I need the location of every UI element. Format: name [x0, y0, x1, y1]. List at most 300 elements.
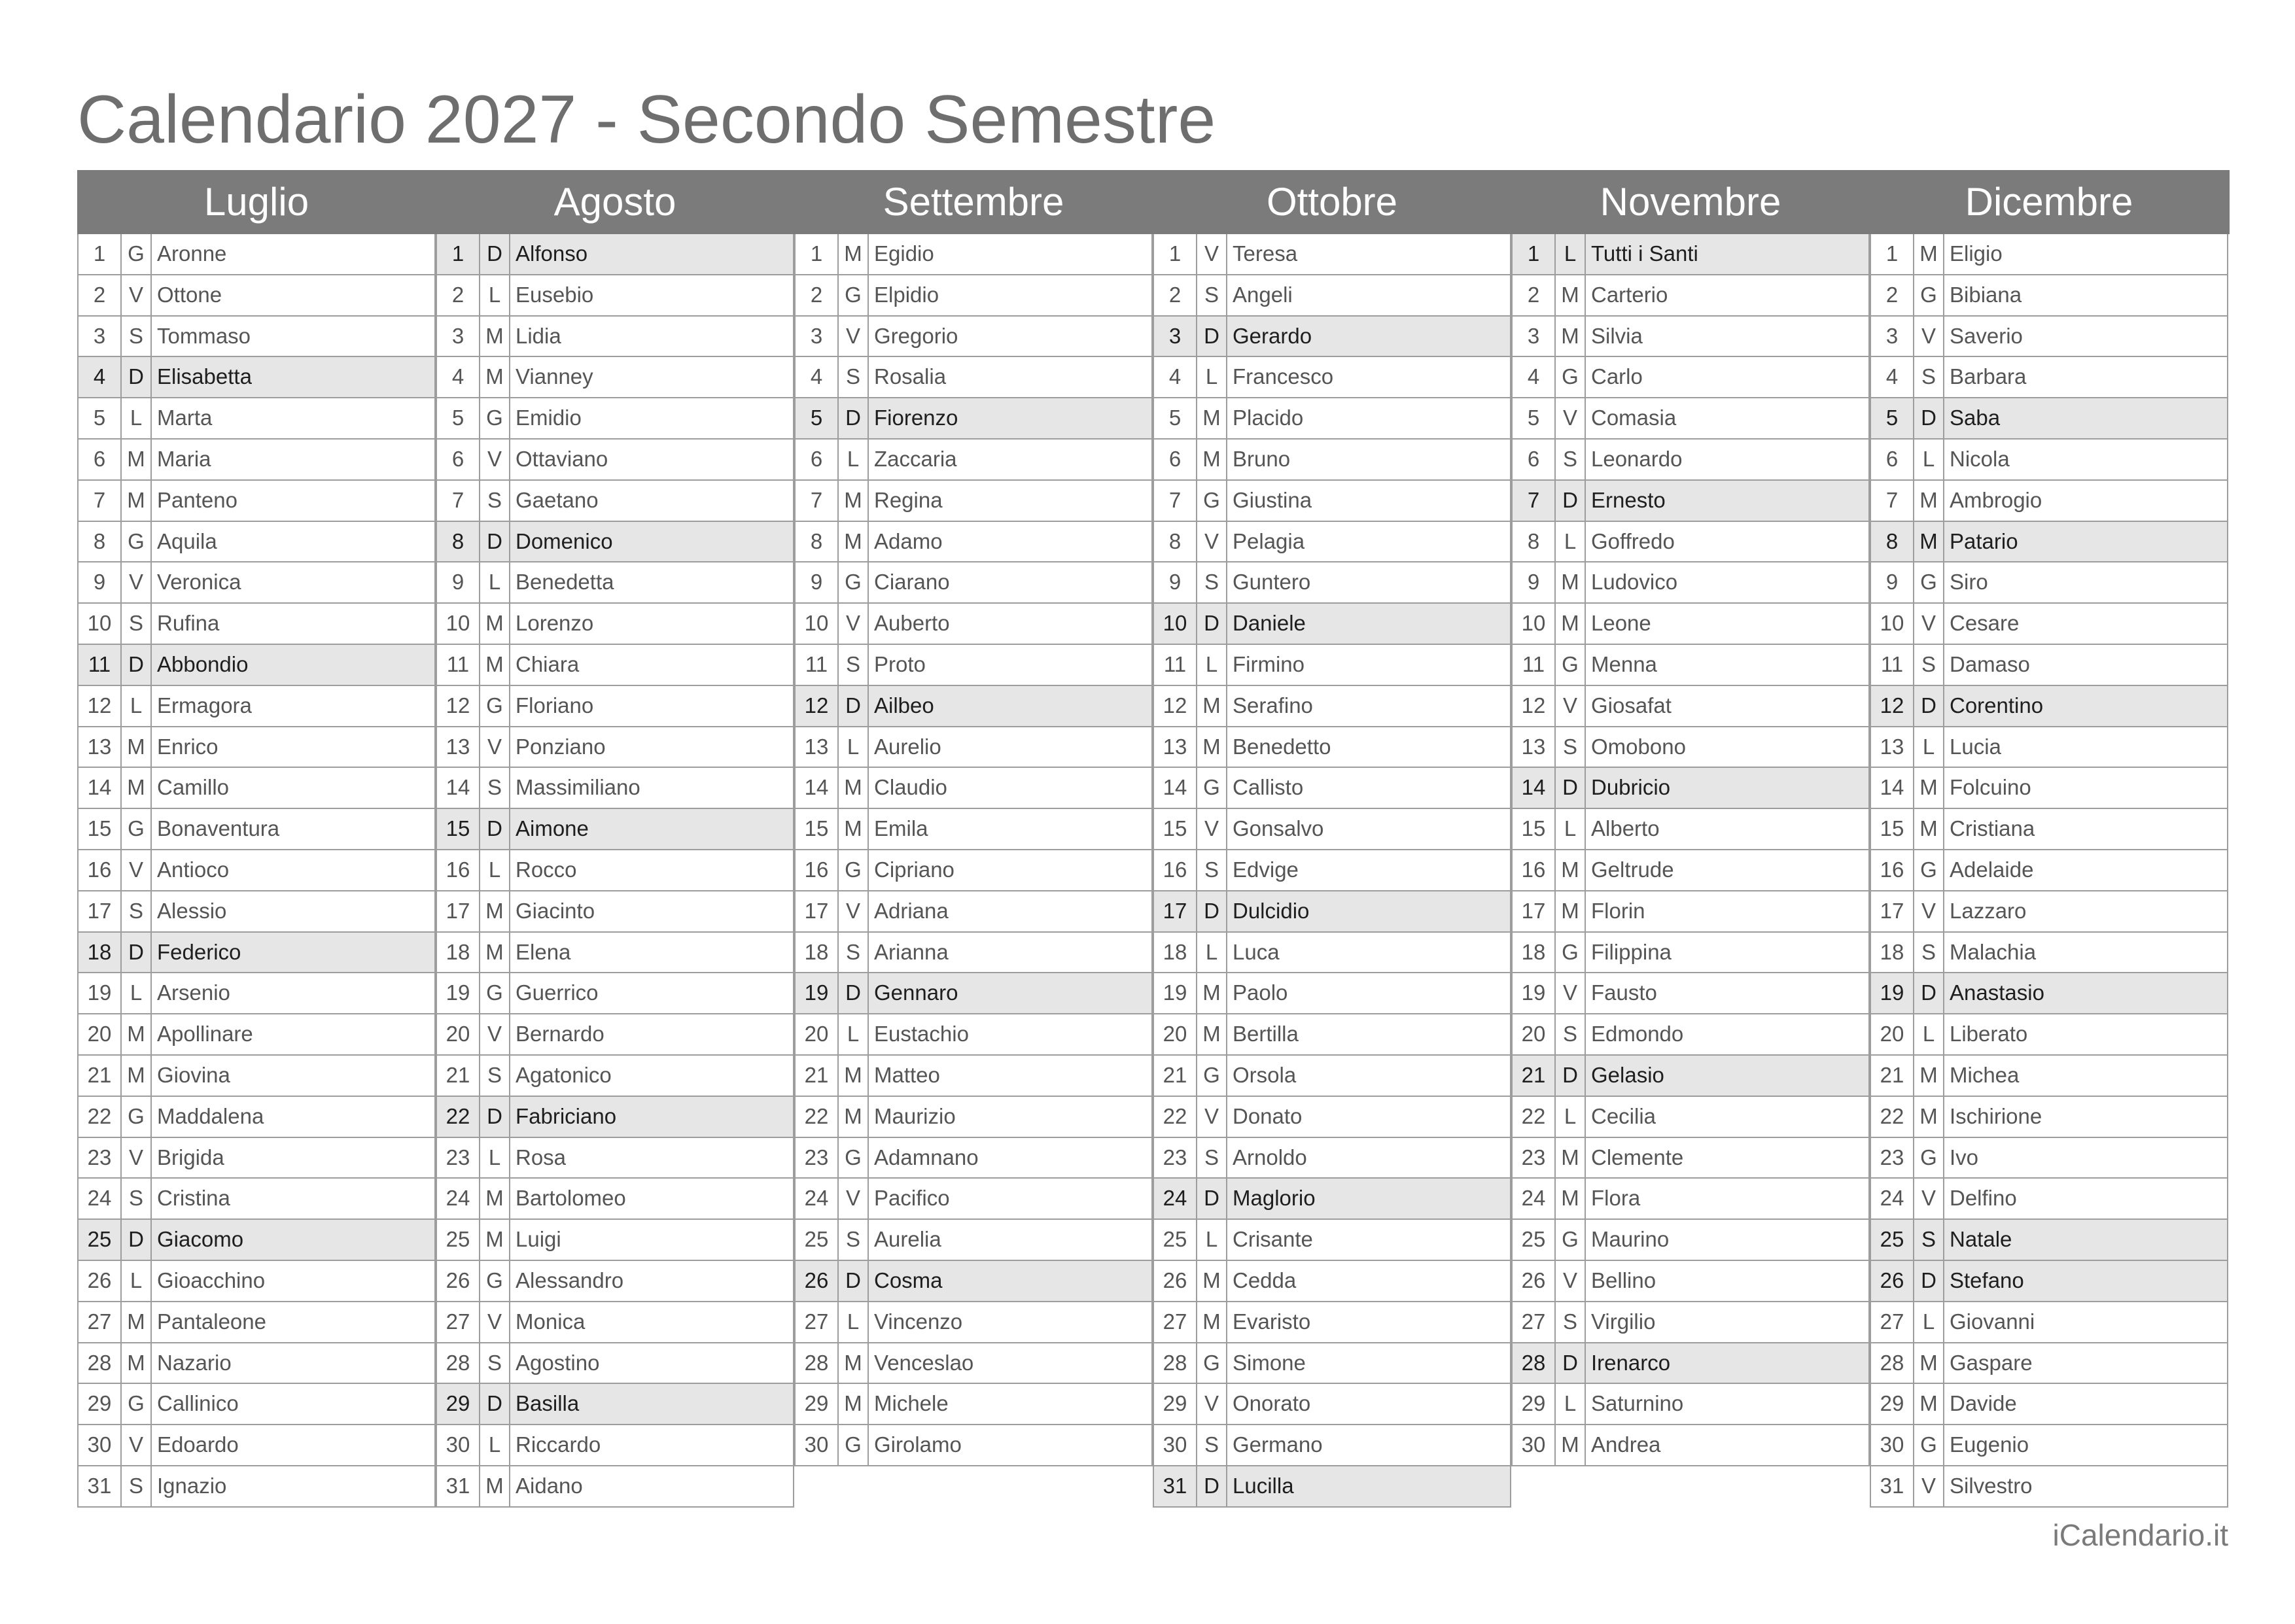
day-number: 27: [1154, 1302, 1197, 1342]
weekday-letter: V: [1556, 1261, 1586, 1301]
day-number: 21: [1513, 1056, 1556, 1096]
day-row: [1511, 604, 1870, 645]
weekday-letter: V: [1556, 973, 1586, 1013]
weekday-letter: M: [480, 357, 510, 397]
saint-name: Dulcidio: [1233, 898, 1310, 923]
saint-name: Comasia: [1591, 406, 1677, 430]
day-number: 8: [437, 522, 480, 562]
day-row: [1153, 768, 1511, 809]
saint-name: Fausto: [1591, 980, 1657, 1005]
saint-name: Federico: [157, 939, 241, 964]
weekday-letter: M: [480, 317, 510, 356]
day-number: 10: [1513, 604, 1556, 644]
weekday-letter: M: [1556, 850, 1586, 890]
weekday-letter: V: [480, 440, 510, 479]
day-number: 29: [79, 1384, 122, 1424]
weekday-letter: S: [1197, 1425, 1227, 1465]
day-row: [436, 1302, 794, 1343]
weekday-letter: D: [1914, 973, 1944, 1013]
day-number: 30: [1154, 1425, 1197, 1465]
saint-name: Gerardo: [1233, 323, 1312, 348]
day-number: 5: [1513, 398, 1556, 438]
weekday-letter: L: [1556, 809, 1586, 849]
day-row: [1153, 1097, 1511, 1138]
saint-name: Simone: [1233, 1350, 1306, 1375]
day-row: [1870, 1302, 2228, 1343]
saint-name: Damaso: [1950, 651, 2030, 676]
saint-name: Cristiana: [1950, 816, 2035, 841]
saint-name: Maurizio: [874, 1103, 956, 1128]
day-number: 23: [1871, 1138, 1914, 1178]
saint-name: Proto: [874, 651, 926, 676]
saint-name: Bellino: [1591, 1268, 1656, 1292]
day-row: [1870, 234, 2228, 275]
day-number: 15: [437, 809, 480, 849]
day-row: [77, 1384, 436, 1425]
month-header-agosto: Agosto: [553, 180, 676, 224]
day-row: [1870, 809, 2228, 850]
day-row: [794, 1261, 1153, 1302]
saint-name: Adamnano: [874, 1145, 979, 1169]
day-row: [794, 891, 1153, 933]
day-row: [77, 522, 436, 563]
saint-name: Ischirione: [1950, 1103, 2042, 1128]
saint-name: Alfonso: [516, 241, 588, 266]
saint-name: Eusebio: [516, 282, 594, 307]
day-number: 16: [437, 850, 480, 890]
weekday-letter: G: [480, 398, 510, 438]
saint-name: Rocco: [516, 857, 577, 882]
saint-name: Geltrude: [1591, 857, 1674, 882]
weekday-letter: D: [122, 357, 152, 397]
day-row: [77, 973, 436, 1014]
weekday-letter: G: [1197, 481, 1227, 521]
day-number: 28: [1513, 1343, 1556, 1383]
saint-name: Matteo: [874, 1062, 940, 1087]
day-number: 19: [79, 973, 122, 1013]
saint-name: Ernesto: [1591, 487, 1666, 512]
weekday-letter: S: [1556, 1302, 1586, 1342]
day-number: 3: [1154, 317, 1197, 356]
day-number: 28: [437, 1343, 480, 1383]
saint-name: Arsenio: [157, 980, 230, 1005]
day-row: [77, 1179, 436, 1220]
day-number: 17: [796, 891, 839, 931]
saint-name: Bertilla: [1233, 1022, 1299, 1046]
day-row: [436, 1138, 794, 1179]
day-number: 12: [1871, 686, 1914, 726]
day-row: [436, 1220, 794, 1261]
day-number: 22: [79, 1097, 122, 1137]
weekday-letter: M: [122, 481, 152, 521]
day-row: [794, 481, 1153, 522]
day-number: 23: [796, 1138, 839, 1178]
saint-name: Donato: [1233, 1103, 1303, 1128]
day-row: [77, 1261, 436, 1302]
saint-name: Tommaso: [157, 323, 251, 348]
day-row: [1870, 891, 2228, 933]
day-row: [77, 686, 436, 727]
weekday-letter: L: [480, 1138, 510, 1178]
weekday-letter: V: [839, 1179, 869, 1218]
day-row: [1153, 481, 1511, 522]
day-number: 20: [1871, 1014, 1914, 1054]
weekday-letter: V: [839, 891, 869, 931]
weekday-letter: G: [122, 234, 152, 274]
weekday-letter: D: [480, 522, 510, 562]
day-row: [1511, 275, 1870, 317]
day-number: 3: [437, 317, 480, 356]
saint-name: Angeli: [1233, 282, 1293, 307]
weekday-letter: V: [1914, 1179, 1944, 1218]
day-row: [1870, 1014, 2228, 1056]
saint-name: Floriano: [516, 693, 594, 717]
day-row: [436, 604, 794, 645]
day-number: 25: [1871, 1220, 1914, 1260]
weekday-letter: G: [122, 1384, 152, 1424]
saint-name: Michea: [1950, 1062, 2020, 1087]
saint-name: Arnoldo: [1233, 1145, 1307, 1169]
day-number: 1: [1513, 234, 1556, 274]
weekday-letter: M: [480, 1466, 510, 1506]
saint-name: Abbondio: [157, 651, 249, 676]
saint-name: Patario: [1950, 528, 2018, 553]
saint-name: Gaetano: [516, 487, 599, 512]
saint-name: Edoardo: [157, 1432, 239, 1457]
month-column-dicembre: [1870, 234, 2228, 1508]
saint-name: Saba: [1950, 406, 2001, 430]
day-number: 10: [437, 604, 480, 644]
weekday-letter: S: [480, 1056, 510, 1096]
saint-name: Guntero: [1233, 570, 1311, 595]
day-row: [436, 891, 794, 933]
saint-name: Giovanni: [1950, 1309, 2035, 1334]
weekday-letter: S: [122, 891, 152, 931]
weekday-letter: S: [1197, 562, 1227, 602]
day-row: [77, 317, 436, 358]
weekday-letter: L: [1556, 522, 1586, 562]
day-row: [794, 1056, 1153, 1097]
day-row: [1153, 1466, 1511, 1508]
weekday-letter: D: [1914, 398, 1944, 438]
weekday-letter: V: [1197, 1384, 1227, 1424]
day-number: 29: [1154, 1384, 1197, 1424]
day-row: [1153, 973, 1511, 1014]
weekday-letter: M: [480, 933, 510, 973]
day-row: [77, 440, 436, 481]
day-number: 2: [796, 275, 839, 315]
day-row: [1870, 481, 2228, 522]
day-number: 6: [1513, 440, 1556, 479]
day-row: [1153, 604, 1511, 645]
saint-name: Vincenzo: [874, 1309, 963, 1334]
weekday-letter: M: [839, 1056, 869, 1096]
day-row: [1511, 440, 1870, 481]
day-number: 16: [1154, 850, 1197, 890]
weekday-letter: S: [122, 1466, 152, 1506]
day-row: [77, 809, 436, 850]
weekday-letter: V: [1914, 1466, 1944, 1506]
day-number: 13: [79, 727, 122, 767]
saint-name: Maurino: [1591, 1227, 1670, 1252]
saint-name: Tutti i Santi: [1591, 241, 1698, 266]
day-row: [794, 562, 1153, 604]
day-number: 25: [1154, 1220, 1197, 1260]
weekday-letter: M: [1914, 1384, 1944, 1424]
weekday-letter: M: [839, 1097, 869, 1137]
weekday-letter: L: [480, 275, 510, 315]
day-row: [794, 686, 1153, 727]
weekday-letter: M: [122, 440, 152, 479]
day-number: 23: [1513, 1138, 1556, 1178]
saint-name: Venceslao: [874, 1350, 974, 1375]
saint-name: Gaspare: [1950, 1350, 2033, 1375]
day-number: 28: [796, 1343, 839, 1383]
weekday-letter: M: [1556, 891, 1586, 931]
saint-name: Giacinto: [516, 898, 595, 923]
saint-name: Cedda: [1233, 1268, 1297, 1292]
weekday-letter: V: [1556, 398, 1586, 438]
day-row: [436, 1261, 794, 1302]
saint-name: Carterio: [1591, 282, 1668, 307]
day-row: [77, 1056, 436, 1097]
day-number: 22: [796, 1097, 839, 1137]
weekday-letter: D: [122, 1220, 152, 1260]
day-row: [1511, 1179, 1870, 1220]
day-number: 2: [79, 275, 122, 315]
day-row: [1153, 317, 1511, 358]
saint-name: Lucilla: [1233, 1473, 1294, 1498]
saint-name: Pantaleone: [157, 1309, 266, 1334]
day-row: [794, 645, 1153, 686]
saint-name: Luca: [1233, 939, 1280, 964]
day-row: [1153, 398, 1511, 440]
day-number: 19: [1871, 973, 1914, 1013]
day-row: [1511, 562, 1870, 604]
day-row: [436, 357, 794, 398]
day-row: [794, 275, 1153, 317]
day-number: 24: [1154, 1179, 1197, 1218]
saint-name: Virgilio: [1591, 1309, 1656, 1334]
day-number: 9: [437, 562, 480, 602]
saint-name: Aimone: [516, 816, 589, 841]
weekday-letter: L: [480, 850, 510, 890]
weekday-letter: M: [839, 809, 869, 849]
day-row: [77, 1343, 436, 1385]
day-number: 19: [437, 973, 480, 1013]
day-row: [77, 275, 436, 317]
day-row: [77, 891, 436, 933]
day-number: 18: [1513, 933, 1556, 973]
saint-name: Nazario: [157, 1350, 232, 1375]
saint-name: Silvia: [1591, 323, 1643, 348]
day-row: [794, 1384, 1153, 1425]
day-row: [1511, 1056, 1870, 1097]
weekday-letter: G: [1556, 357, 1586, 397]
day-row: [436, 275, 794, 317]
month-header-settembre: Settembre: [883, 180, 1064, 224]
saint-name: Malachia: [1950, 939, 2037, 964]
weekday-letter: G: [1914, 850, 1944, 890]
month-column-novembre: [1511, 234, 1870, 1466]
day-number: 23: [437, 1138, 480, 1178]
day-number: 31: [437, 1466, 480, 1506]
weekday-letter: V: [122, 275, 152, 315]
day-number: 9: [1871, 562, 1914, 602]
day-number: 16: [796, 850, 839, 890]
weekday-letter: V: [1556, 686, 1586, 726]
day-row: [1511, 850, 1870, 891]
saint-name: Giacomo: [157, 1227, 244, 1252]
day-number: 8: [1513, 522, 1556, 562]
day-number: 26: [1154, 1261, 1197, 1301]
weekday-letter: L: [1914, 1302, 1944, 1342]
saint-name: Orsola: [1233, 1062, 1297, 1087]
day-number: 30: [79, 1425, 122, 1465]
day-number: 28: [1154, 1343, 1197, 1383]
weekday-letter: M: [839, 522, 869, 562]
saint-name: Gennaro: [874, 980, 958, 1005]
day-row: [794, 357, 1153, 398]
day-row: [1870, 317, 2228, 358]
day-row: [1153, 562, 1511, 604]
weekday-letter: L: [122, 973, 152, 1013]
saint-name: Paolo: [1233, 980, 1288, 1005]
day-number: 2: [1871, 275, 1914, 315]
day-row: [1511, 1384, 1870, 1425]
weekday-letter: S: [1556, 1014, 1586, 1054]
day-number: 5: [1154, 398, 1197, 438]
day-row: [1153, 933, 1511, 974]
saint-name: Riccardo: [516, 1432, 601, 1457]
day-number: 7: [79, 481, 122, 521]
saint-name: Cristina: [157, 1186, 230, 1211]
saint-name: Edvige: [1233, 857, 1299, 882]
saint-name: Cecilia: [1591, 1103, 1656, 1128]
day-number: 13: [796, 727, 839, 767]
weekday-letter: D: [839, 686, 869, 726]
saint-name: Domenico: [516, 528, 613, 553]
saint-name: Aurelio: [874, 734, 941, 759]
day-row: [77, 1425, 436, 1466]
month-header-ottobre: Ottobre: [1266, 180, 1398, 224]
weekday-letter: L: [1914, 1014, 1944, 1054]
day-number: 26: [1871, 1261, 1914, 1301]
day-number: 13: [437, 727, 480, 767]
saint-name: Bernardo: [516, 1022, 604, 1046]
saint-name: Germano: [1233, 1432, 1323, 1457]
saint-name: Pacifico: [874, 1186, 950, 1211]
weekday-letter: G: [839, 850, 869, 890]
day-number: 14: [796, 768, 839, 808]
day-row: [436, 440, 794, 481]
day-number: 17: [79, 891, 122, 931]
weekday-letter: V: [1197, 234, 1227, 274]
day-row: [1153, 1138, 1511, 1179]
day-row: [1511, 686, 1870, 727]
saint-name: Cosma: [874, 1268, 943, 1292]
day-row: [1511, 1014, 1870, 1056]
weekday-letter: G: [122, 1097, 152, 1137]
weekday-letter: M: [1197, 686, 1227, 726]
weekday-letter: S: [1197, 275, 1227, 315]
weekday-letter: G: [122, 522, 152, 562]
month-header-bar: [77, 170, 2230, 234]
saint-name: Enrico: [157, 734, 219, 759]
weekday-letter: L: [122, 686, 152, 726]
weekday-letter: M: [1197, 440, 1227, 479]
saint-name: Adelaide: [1950, 857, 2034, 882]
day-row: [1153, 727, 1511, 769]
saint-name: Agostino: [516, 1350, 600, 1375]
weekday-letter: L: [1914, 440, 1944, 479]
day-row: [77, 1220, 436, 1261]
day-row: [436, 398, 794, 440]
saint-name: Anastasio: [1950, 980, 2044, 1005]
day-row: [1511, 933, 1870, 974]
day-row: [1511, 891, 1870, 933]
day-number: 10: [1871, 604, 1914, 644]
weekday-letter: S: [1914, 933, 1944, 973]
weekday-letter: M: [1197, 398, 1227, 438]
weekday-letter: L: [1197, 357, 1227, 397]
day-number: 4: [79, 357, 122, 397]
day-number: 14: [1154, 768, 1197, 808]
day-row: [1153, 850, 1511, 891]
day-number: 30: [796, 1425, 839, 1465]
weekday-letter: G: [839, 1425, 869, 1465]
day-row: [1870, 562, 2228, 604]
saint-name: Florin: [1591, 898, 1645, 923]
day-number: 11: [79, 645, 122, 685]
saint-name: Maddalena: [157, 1103, 264, 1128]
weekday-letter: V: [122, 562, 152, 602]
day-number: 2: [437, 275, 480, 315]
day-number: 21: [79, 1056, 122, 1096]
weekday-letter: M: [839, 1384, 869, 1424]
weekday-letter: S: [1914, 645, 1944, 685]
day-number: 9: [79, 562, 122, 602]
day-number: 7: [1154, 481, 1197, 521]
day-number: 15: [79, 809, 122, 849]
saint-name: Placido: [1233, 406, 1304, 430]
day-number: 8: [1154, 522, 1197, 562]
weekday-letter: D: [839, 973, 869, 1013]
saint-name: Marta: [157, 406, 213, 430]
day-row: [77, 481, 436, 522]
day-number: 31: [1154, 1466, 1197, 1506]
weekday-letter: V: [122, 1425, 152, 1465]
weekday-letter: M: [1197, 1302, 1227, 1342]
day-number: 22: [1154, 1097, 1197, 1137]
day-number: 7: [796, 481, 839, 521]
weekday-letter: M: [122, 1056, 152, 1096]
day-row: [77, 933, 436, 974]
weekday-letter: G: [1914, 562, 1944, 602]
site-credit: iCalendario.it: [2052, 1518, 2228, 1552]
day-row: [77, 1138, 436, 1179]
saint-name: Camillo: [157, 775, 230, 800]
day-row: [794, 1425, 1153, 1466]
day-number: 8: [1871, 522, 1914, 562]
day-row: [1511, 357, 1870, 398]
day-row: [1511, 1343, 1870, 1385]
saint-name: Rosalia: [874, 364, 947, 389]
saint-name: Brigida: [157, 1145, 224, 1169]
day-number: 15: [1154, 809, 1197, 849]
day-number: 4: [796, 357, 839, 397]
day-row: [1870, 1220, 2228, 1261]
